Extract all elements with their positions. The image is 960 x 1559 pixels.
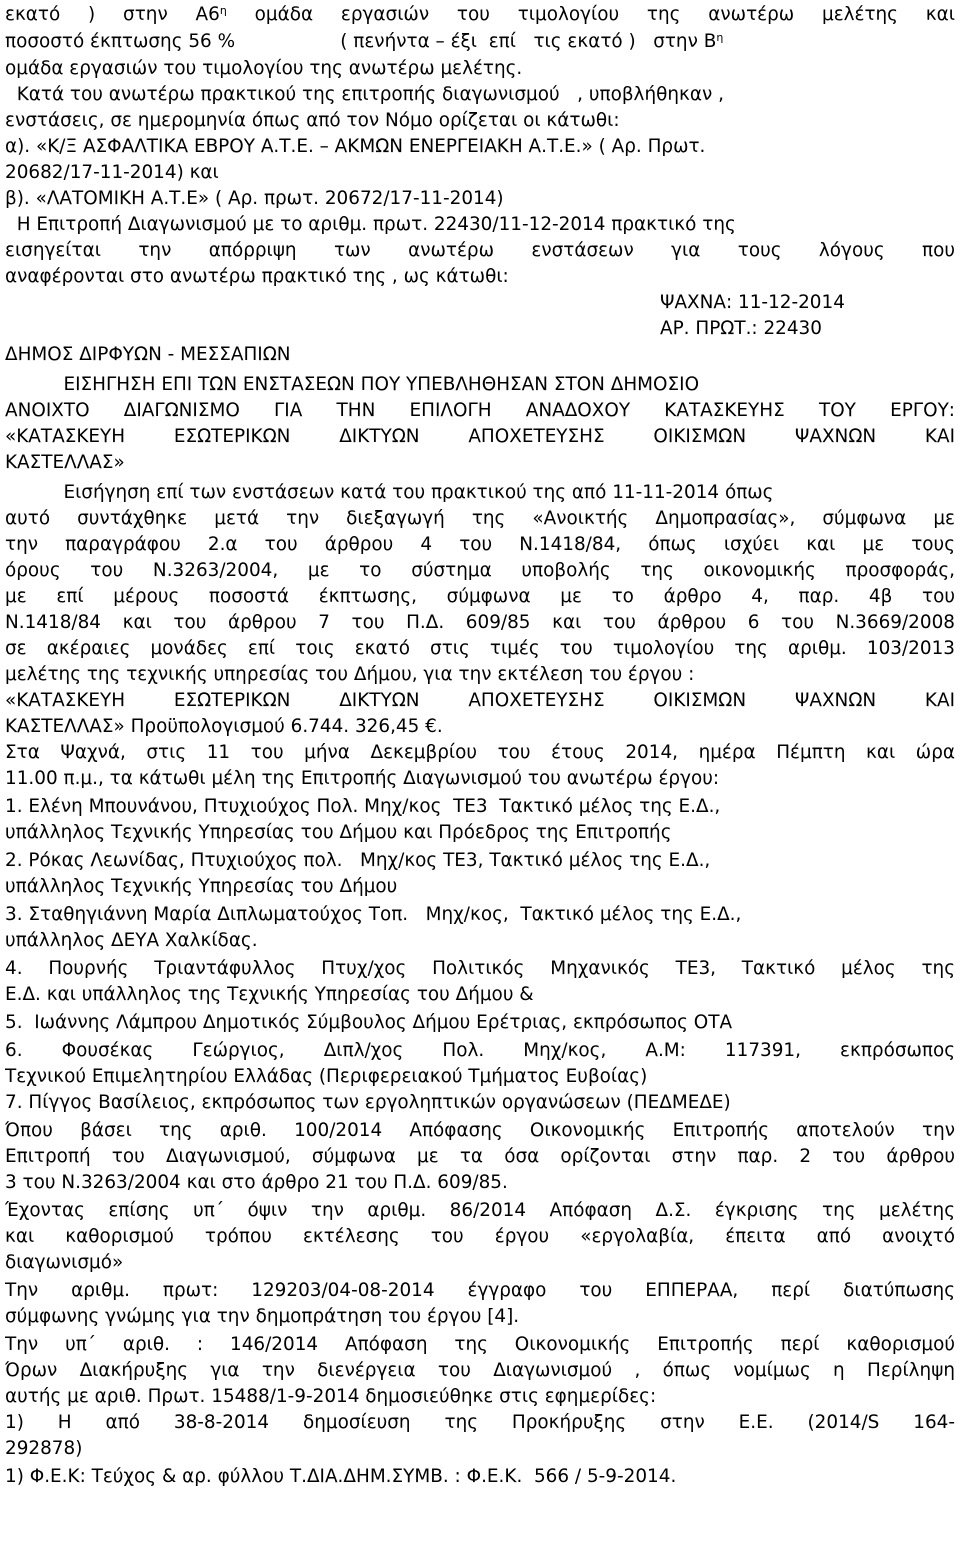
text-line: με επί μέρους ποσοστά έκπτωσης, σύμφωνα με το άρθρο 4, παρ. 4β του — [5, 586, 955, 607]
text-line: Η Επιτροπή Διαγωνισμού με το αριθμ. πρωτ. 22430/11-12-2014 πρακτικό της — [5, 214, 736, 235]
text-line: ΚΑΣΤΕΛΛΑΣ» Προϋπολογισμού 6.744. 326,45 €. — [5, 716, 443, 737]
member-line: 4. Πουρνής Τριαντάφυλλος Πτυχ/χος Πολιτικός Μηχανικός ΤΕ3, Τακτικό μέλος της — [5, 958, 955, 979]
member-line: 2. Ρόκας Λεωνίδας, Πτυχιούχος πολ. Μηχ/κος ΤΕ3, Τακτικό μέλος της Ε.Δ., — [5, 850, 711, 871]
text-line: ομάδα εργασιών του τιμολογίου της ανωτέρω μελέτης. — [5, 58, 523, 79]
text-line: εισηγείται την απόρριψη των ανωτέρω ενστάσεων για τους λόγους που — [5, 240, 955, 261]
text-line: διαγωνισμό» — [5, 1252, 124, 1273]
text-line: Την αριθμ. πρωτ: 129203/04-08-2014 έγγραφο του ΕΠΠΕΡΑΑ, περί διατύπωσης — [5, 1280, 955, 1301]
member-line: 3. Σταθηγιάννη Μαρία Διπλωματούχος Τοπ. Μηχ/κος, Τακτικό μέλος της Ε.Δ., — [5, 904, 742, 925]
text-line: 1) Φ.Ε.Κ: Τεύχος & αρ. φύλλου Τ.ΔΙΑ.ΔΗΜ.ΣΥΜΒ. : Φ.Ε.Κ. 566 / 5-9-2014. — [5, 1466, 677, 1487]
heading-line: ΕΙΣΗΓΗΣΗ ΕΠΙ ΤΩΝ ΕΝΣΤΑΣΕΩΝ ΠΟΥ ΥΠΕΒΛΗΘΗΣΑΝ ΣΤΟΝ ΔΗΜΟΣΙΟ — [5, 374, 700, 395]
member-line: 6. Φουσέκας Γεώργιος, Διπλ/χος Πολ. Μηχ/κος, Α.Μ: 117391, εκπρόσωπος — [5, 1040, 955, 1061]
text-line: Όπου βάσει της αριθ. 100/2014 Απόφασης Οικονομικής Επιτροπής αποτελούν την — [5, 1120, 955, 1141]
text-line: 292878) — [5, 1438, 83, 1459]
member-line: Τεχνικού Επιμελητηρίου Ελλάδας (Περιφερειακού Τμήματος Ευβοίας) — [5, 1066, 648, 1087]
member-line: υπάλληλος Τεχνικής Υπηρεσίας του Δήμου και Πρόεδρος της Επιτροπής — [5, 822, 672, 843]
text-line: εκατό ) στην $A6^\eta$ ομάδα εργασιών του τιμολογίου της ανωτέρω μελέτης και — [5, 4, 955, 25]
member-line: υπάλληλος ΔΕΥΑ Χαλκίδας. — [5, 930, 258, 951]
text-line: Κατά του ανωτέρω πρακτικού της επιτροπής διαγωνισμού , υποβλήθηκαν , — [5, 84, 724, 105]
text-line: 20682/17-11-2014) και — [5, 162, 219, 183]
text-line: την παραγράφου 2.α του άρθρου 4 του Ν.1418/84, όπως ισχύει και με τους — [5, 534, 955, 555]
letterhead-municipality: ΔΗΜΟΣ ΔΙΡΦΥΩΝ - ΜΕΣΣΑΠΙΩΝ — [5, 344, 291, 365]
text-line: μελέτης της τεχνικής υπηρεσίας του Δήμου, για την εκτέλεση του έργου : — [5, 664, 695, 685]
text-line: αυτής με αριθ. Πρωτ. 15488/1-9-2014 δημοσιεύθηκε στις εφημερίδες: — [5, 1386, 657, 1407]
text-line: Έχοντας επίσης υπ΄ όψιν την αριθμ. 86/2014 Απόφαση Δ.Σ. έγκρισης της μελέτης — [5, 1200, 955, 1221]
heading-line: ΑΝΟΙΧΤΟ ΔΙΑΓΩΝΙΣΜΟ ΓΙΑ ΤΗΝ ΕΠΙΛΟΓΗ ΑΝΑΔΟΧΟΥ ΚΑΤΑΣΚΕΥΗΣ ΤΟΥ ΕΡΓΟΥ: — [5, 400, 955, 421]
text-line: Εισήγηση επί των ενστάσεων κατά του πρακτικού της από 11-11-2014 όπως — [5, 482, 774, 503]
letterhead-date: ΨΑΧΝΑ: 11-12-2014 — [660, 292, 845, 313]
text-line: αναφέρονται στο ανωτέρω πρακτικό της , ως κάτωθι: — [5, 266, 509, 287]
member-line: 1. Ελένη Μπουνάνου, Πτυχιούχος Πολ. Μηχ/κος ΤΕ3 Τακτικό μέλος της Ε.Δ., — [5, 796, 721, 817]
heading-line: «ΚΑΤΑΣΚΕΥΗ ΕΣΩΤΕΡΙΚΩΝ ΔΙΚΤΥΩΝ ΑΠΟΧΕΤΕΥΣΗΣ ΟΙΚΙΣΜΩΝ ΨΑΧΝΩΝ ΚΑΙ — [5, 426, 955, 447]
member-line: 7. Πίγγος Βασίλειος, εκπρόσωπος των εργοληπτικών οργανώσεων (ΠΕΔΜΕΔΕ) — [5, 1092, 731, 1113]
text-line: ποσοστό έκπτωσης 56 % ( πενήντα – έξι επί τις εκατό ) στην $B^\eta$ — [5, 31, 724, 52]
letterhead-line — [5, 316, 955, 342]
member-line: υπάλληλος Τεχνικής Υπηρεσίας του Δήμου — [5, 876, 398, 897]
member-line: 5. Ιωάννης Λάμπρου Δημοτικός Σύμβουλος Δήμου Ερέτριας, εκπρόσωπος ΟΤΑ — [5, 1012, 733, 1033]
text-line: α). «Κ/Ξ ΑΣΦΑΛΤΙΚΑ ΕΒΡΟΥ Α.Τ.Ε. – ΑΚΜΩΝ ΕΝΕΡΓΕΙΑΚΗ Α.Τ.Ε.» ( Αρ. Πρωτ. — [5, 136, 706, 157]
text-line: αυτό συντάχθηκε μετά την διεξαγωγή της «Ανοικτής Δημοπρασίας», σύμφωνα με — [5, 508, 955, 529]
text-line: β). «ΛΑΤΟΜΙΚΗ Α.Τ.Ε» ( Αρ. πρωτ. 20672/17-11-2014) — [5, 188, 504, 209]
letterhead-protocol: ΑΡ. ΠΡΩΤ.: 22430 — [660, 318, 822, 339]
text-line: Στα Ψαχνά, στις 11 του μήνα Δεκεμβρίου του έτους 2014, ημέρα Πέμπτη και ώρα — [5, 742, 955, 763]
text-line: Όρων Διακήρυξης για την διενέργεια του Διαγωνισμού , όπως νομίμως η Περίληψη — [5, 1360, 955, 1381]
text-line: Την υπ΄ αριθ. : 146/2014 Απόφαση της Οικονομικής Επιτροπής περί καθορισμού — [5, 1334, 955, 1355]
text-line: Ν.1418/84 και του άρθρου 7 του Π.Δ. 609/85 και του άρθρου 6 του Ν.3669/2008 — [5, 612, 955, 633]
heading-line: ΚΑΣΤΕΛΛΑΣ» — [5, 452, 125, 473]
text-line: και καθορισμού τρόπου εκτέλεσης του έργου «εργολαβία, έπειτα από ανοιχτό — [5, 1226, 955, 1247]
member-line: Ε.Δ. και υπάλληλος της Τεχνικής Υπηρεσίας του Δήμου & — [5, 984, 534, 1005]
text-line: Επιτροπή του Διαγωνισμού, σύμφωνα με τα όσα ορίζονται στην παρ. 2 του άρθρου — [5, 1146, 955, 1167]
text-line: ενστάσεις, σε ημερομηνία όπως από τον Νόμο ορίζεται οι κάτωθι: — [5, 110, 620, 131]
letterhead-line — [5, 290, 955, 316]
text-line: σύμφωνης γνώμης για την δημοπράτηση του έργου [4]. — [5, 1306, 520, 1327]
text-line: 11.00 π.μ., τα κάτωθι μέλη της Επιτροπής Διαγωνισμού του ανωτέρω έργου: — [5, 768, 720, 789]
text-line: 1) Η από 38-8-2014 δημοσίευση της Προκήρυξης στην Ε.Ε. (2014/S 164- — [5, 1412, 955, 1433]
text-line: 3 του Ν.3263/2004 και στο άρθρο 21 του Π.Δ. 609/85. — [5, 1172, 508, 1193]
text-line: σε ακέραιες μονάδες επί τοις εκατό στις τιμές του τιμολογίου της αριθμ. 103/2013 — [5, 638, 955, 659]
text-line: «ΚΑΤΑΣΚΕΥΗ ΕΣΩΤΕΡΙΚΩΝ ΔΙΚΤΥΩΝ ΑΠΟΧΕΤΕΥΣΗΣ ΟΙΚΙΣΜΩΝ ΨΑΧΝΩΝ ΚΑΙ — [5, 690, 955, 711]
text-line: όρους του Ν.3263/2004, με το σύστημα υποβολής της οικονομικής προσφοράς, — [5, 560, 955, 581]
